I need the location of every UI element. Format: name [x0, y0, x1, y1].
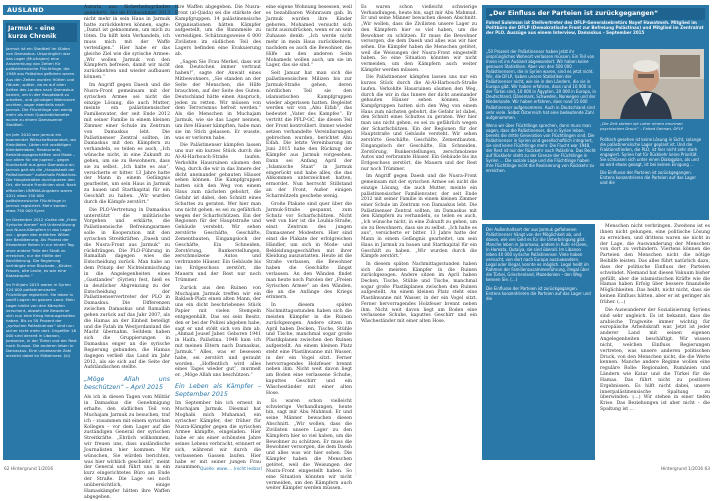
interview-box: [482, 5, 709, 220]
interview-box-continued: [482, 224, 595, 460]
box-paragraph: Die Einflusse der Parteien ist zurückgegangen. Erstens konzentrieren die Parteien auf das Lager und die: [600, 170, 696, 186]
article-column-3: [266, 5, 353, 492]
sidebar-paragraph: Im Dezember 2012 rückte die „Freie Syrische Armee“ mit Unterstützung von Nusra-Kämpfern in das Lager vor – gegen den erklärten Willen der Bevölkerung. Als Protest der Einwohner flohen in nur einem Tag, ohne andere Teile der Stadt zu erreichen, nur die Hälfte der Bevölkerung. Die Regierung verhängte eine Blockade, „Kinder, Frauen, alte Leute, es war eine Katastrophe.“: [6, 217, 77, 279]
body-paragraph: Als ich in diesen Tagen vom Militär in Damaskus die Genehmigung erhalte, den südlichen Teil von Muchajam Jarmuk zu besuchen, traf ich – zusammen mit einem syrischen Kollegen – vor dem Lager auf die zuständigen General der syrischen Streitkräfte. „Ehrlich willkommen, wir freuen uns, dass ausländische Journalisten hier kommen. Wir wünschen, Sie würden berichten, was hier wirklich geschieht“, meint der General und führt uns in ein kurz eingerichtetes Büro am Ende der Straße. Die Lage sei noch unübersichtlich, einige Hamaskämpfer hätten ihre Waffen abgegeben.: [84, 395, 170, 500]
sidebar-paragraph: Im Frühjahr 2015 waren in Syrien 524 000 palästinensische Flüchtlinge registriert. Sie leben in zwölf Lagern im ganzen Land. Mein Lager bleibt von den Kämpfen verschont, obwohl die Bewohner sich nun eine Krieg herausgehalten haben. Bis zu 50 Prozent der „syrischen Palästinenser“ sind nun sicher nicht mehr dort. Ungefähr 16 000 sind derzeit in Libanon, Jordanien, in der Türkei und der Rest nach Europa. Die anderen leben in Damaskus. Eine unbekannte Zahl erreicht dabei im Mittelmeer. (kl): [6, 282, 77, 359]
body-paragraph: Seit Januar hat man sich die palästinensischen Milizen bis zur Jarmuk-Straße gehen, deren nördlichen Teil sie den islamistischen Kampfgruppen wieder abgerissen hatten. Begleitet werden wir von „Abu Eifah“, das bedeutet „Vater des Kampfes“. Er vertritt die PFLP-GC, die diesen Teil der Front kontrolliert. Immer wieder setzen verhandelte Vereinbarungen gebrochen wurden, berichtet Abu Eifah. Die letzte Vereinbarung im Juni 2015 habe den Rückzug der Kämpfer aus Jarmuk vorgesehen. Dann sei Anfang April der „Islamische Staat“ in Jarmuk eingerückt und habe alles, die das Abkommen unterzeichnet hatten, ermordet. Nun herrscht Stillstand an der Front, Außer einigen Scharmützeln geschehe wenig.: [266, 71, 353, 199]
footer-source-link[interactable]: Quelle: www.... (nicht lesbar): [200, 467, 263, 472]
article-column-1: [84, 5, 170, 500]
body-paragraph: Es waren schon vielleicht schwierige Verhandlungen, heute bin, sagt mir Abu Mahmud. Er und seine Männer bewachen diesen Abschnitt. „Wir wollen, dass die Zivilisten unsere Lager zu den Kämpfern hier so viel haben, um die Bewohner zu schützen. Er muss die Bewohner versorgen, die dem Daesh und alles was wir hier sehen. Die Kämpfer haben die Menschen getötet, weil die Weisungen der Nusra-Front eingestellt haben. So eine Situation könnten wir nicht vermeiden, um den Kämpfern auch weiter Kämpfer werden müssen.: [266, 398, 352, 492]
body-paragraph: eine eigene Wohnung besessen, weil es bezahlbaren Wohnraum gab. In Jarmuk wurden ihre Kinder geboren. Mohamed versucht sich nicht auszudrücken, wenn er an sein Zuhause denkt: „Ich werde nicht mehr in mein Haus zurückkehren, nachdem es auch die Bewohner, die Hilfe an den anderen Seite Mohameds wollen auch, um sie im Lager, das sie sind.“: [266, 5, 352, 69]
body-paragraph: Große Plakate sind quer über die Jarmuk-Straße gespannt, zum Schutz vor Scharfschützen. Nicht weit von hier ist die Loubia-Straße, einst Zentrum des jungen Damaszener Modesters. Hier sind einst die Plakate der erfolgreichen Händler, um sich in Mode- und Bekleidungsgeschäften mit ihrer Kleidung auszustatten. Heute ist die Straße verlassen, die Bewohner haben die Geschäfte längst verlassen. An den Wänden findet man heute noch Parolen der „Freien Syrischen Armee“ an den Wänden, die an die Anfänge des Kriegs erinnern.: [266, 201, 352, 301]
sidebar-title: Jarmuk – eine kurze Chronik: [6, 23, 77, 42]
subheading: „Möge Allah uns beschützen“ – April 2015: [84, 376, 170, 391]
body-paragraph: Die Auswanderer der Sozialisierung Syriens sind sehr ungleich. Es ist bekannt, dass die arabische Tragweite immer wichtig für europäische Arbeitskraft war. Jetzt ist jeder anderer Land mit seinen eigenen Angelegenheiten beschäftigt. Wir wissen nicht, welchen Einfluss Regierungen vertreten, was unsere anderen politischen Druck, von den Menschen nicht, die die Werte kennen. Manche andere Regime wollen eine reguläre Rolle: Regionalen, Rumänien und Ländern wie Katar und die Türkei für die Hamas. Das führt nicht zu positiven Ergebnissen. Es hilft nicht dabei, unsere innerpalästinensische Spaltung zu überwinden. (…) Wir stehen in einer tiefen Krise. Das Beziehungen ist aber nicht – die Spaltung ist …: [600, 307, 710, 413]
body-paragraph: Es waren schon vielleicht schwierige Verhandlungen, heute bin, sagt mir Abu Mahmud. Er und seine Männer bewachen diesen Abschnitt. „Wir wollen, dass die Zivilisten unsere Lager zu den Kämpfern hier so viel haben, um die Bewohner zu schützen. Er muss die Bewohner versorgen, die dem Daesh und alles was wir hier sehen. Die Kämpfer haben die Menschen getötet, weil die Weisungen der Nusra-Front eingestellt haben. So eine Situation könnten wir nicht vermeiden, um den Kämpfern auch weiter Kämpfer werden müssen.: [361, 5, 477, 73]
box-column-c: [600, 224, 710, 460]
body-paragraph: Im Angriff gegen Daesh und die Nusra-Front gemeinsam mit der syrischen Armee sei nicht die einzige Lösung, die auch Mutter, meinte ein palästinensischer Familienvater, der seit Ende 2012 mit seiner Familie in einem kleinen Zimmer einer Schule im Zentrum von Damaskus lebt. Die Palästinenser Zentral sollten, im Damaskus mit den Kämpfern zu verhandeln, so teilen es auch, „Ich wünsche nicht, in eine Zukunft zu gehen, um sie zu Bewohnern, dass sie zu selbst. „Ich halte es aus“, versicherte er bitter. 13 Jahre hatte der Mann in einem Gefängnis gearbeitet, um sein Haus in Jarmuk zu bauen und Startkapital für ein Geschäft zu haben. „Wir wurden durch die Kämpfe zerstört.“: [361, 174, 477, 260]
photo-caption: „Die Zeit stehen wir unter einem enormen psychischen Druck“ – Fahed Seiman, DFLP: [600, 121, 684, 131]
body-paragraph: Die PLO-Vertretung in Damaskus unterstützt die militärische Vorgehen und erklärte, die Palästinensische Befreiungsarmee solle in Kooperation mit den syrischen Streitkräften „Daesh und die Nusra-Front aus Jarmuk“ zu rückdrängen. Die PLO-Führung in Ramallah dagegen wies die Entscheidung zurück. Man habe an dem Prinzip der Nichteinmischung in die Angelegenheiten eines „Gastlandes“ (Syrien) fest, hieß es in deutlicher Abgrenzung zu der Entscheidung der Palästinenservertreter der PLO in Damaskus. Die Differenzen zwischen Damaskus und Ramallah gehen zurück auf das Jahr 2007, als die Hamas an der Einheit beteiligt und die Fatah im Westjordanland die Macht übernahm. Seitdem haben sich die Gruppierungen in Damaskus enger an die syrische Regierung gebunden, die Hamas dagegen verließ das Land im Jahr 2012, als sie sich auf die Seite der Aufständischen stellte.: [84, 207, 170, 371]
article-column-4: [361, 5, 477, 465]
box-column-b: [600, 137, 704, 217]
body-paragraph: In diesem späten Nachmittagsstunden haben sich die meisten Kämpfer in die Ruinen zurückgezogen. Andere sitzen im April haben Decken, Tische, Stühle und Tische, manchmal sogar große Plastikplanen zwischen den Ruinen aufgestellt. An einem kleinen Platz steht eine Plastikwanne mit Wasser, in der ein Vogel sitzt. Ferner hervorragendes Holzfeuer brennt neben ihm. Nicht weit davon liegt am Boden eine verlassene Schuhe, kaputtes Geschirr und ein Wäscheständer mit einer alten Hose.: [266, 303, 352, 396]
body-paragraph: Menschen nicht verbringen. Zweitens ist es ihnen nicht gelungen, eine politische Lösung zu erreichen, und drittens waren sie nicht in der Lage, die Auswanderung der Menschen von dort zu verhindern. Viertens können die Parteien den Menschen nicht die nötige Beihilfe leisten. Das alles führt natürlich dazu, dass der politische Einfluss der Parteien schwindet. Niemand hat diesen Vakuum bisher gefüllt, aber die islamistischen Kräfte wie die Hamas haben Erfolg über bessere finanzielle Möglichkeiten. Das heißt, nicht nicht, dass sie keinen Einfluss hätten, aber er ist geringer als früher. (…): [600, 224, 710, 305]
box-paragraph: Der Außenhaltsort der aus Jarmuk geflohenen Palästinenser hängt von der Möglichkeit ab, und davon, wie viel Geld es für die Unterbringung gibt. Manche leben in Jaramana, andere in Ruhr el-Deen, in Hamata, Qutaiya, sie sind überall. Im Libanon leben 40 000 syrische Palästinenser. Viele haben versucht, von dort nach Europa auszuwandern. Legal oder illegal, konnte es möglich. Legal heißt im Rahmen der Familienzusammenführung, illegal über die Türkei, Griechenland, Mazedonien – den Weg kennen Sie. (…): [486, 227, 590, 283]
page-footer-left: 62 Hintergrund 1/2016: [4, 467, 54, 472]
box-paragraph: „50 Prozent der Palästinenser haben jetzt ihr ursprüngliches Wohnort verlassen müssen. Ein Teil von ihnen ist ins Ausland abgewandert. Wir haben keine genauen Statistiken. Aber von den 500 000 Palästinensern, die in Syrien waren, sind es jetzt nicht. Wir, die DFLP, haben unsere Statistiken der Palästinenser nicht, wie sie in den Ländern, die sie in Europa gibt. Wir haben erfahren, dass rund 10 000 in der Türkei sind, 10 000 in Ägypten, 20 000 in Europa, in Deutschland, Dänemark, Schweden, Norwegen und der Niederlande. Wir haben erfahren, dass rund 15 000 Palästinenser aufgenommen. Auch in Deutschland sind sehr viele. Selbst Österreich hat eine bedeutende Zahl aufgenommen.: [486, 49, 596, 120]
body-paragraph: Autorin aus Sicherheitsgründen geändert), der im Frühsommer 2013 nicht mehr in sein Haus in Jarmuk hatte zurückkehren können, sagte: „Damit ist geknommen, um mich zu töten. Da hilft kein Verhandeln, ich muss mich mit der Waffe verteidigen.“ Hier habe er das gleiche Ziel wie die syrische Armee: „Wir wollen Jarmuk von den Kämpfern befreien, damit wir nicht zurückkehren und wieder aufbauen können.“: [84, 5, 170, 81]
portrait-photo: [600, 49, 704, 119]
box-paragraph: Die Einflusse der Parteien ist zurückgegangen. Erstens konzentrieren die Parteien auf das Lager und die: [486, 285, 591, 301]
body-paragraph: ihre Waffen abgegeben. Die Nusra-Front (al-Qaida) sei die stärkste der Kampfgruppen. 14 palästinensische Organisationen hätten Kämpfer aufgestellt, um die Bannmeile zu verteidigen. Schätzungsweise 6 000 Zivilisten im südlichen Teil des Lagers befinden eine Evakuierung ab.: [175, 5, 261, 57]
body-paragraph: Im September bin ich erneut in Muchajam Jarmuk. Diesmal hat Moghabi mich Muhamad, ein syrischer Kämpfer, der früher für Nusra-Kämpfer gegen die syrischen Armee kämpfte, eingeladen. Hier habe er als einer schönsten Jahre seines Lebens verbracht, erinnert er sich, während wir durch die verlassenen Gassen laufen. Hier habe er mit seiner jungen Frau zusammen: [175, 401, 261, 471]
box-title: „Der Einfluss der Parteien ist zurückgegangen“: [486, 8, 705, 20]
body-paragraph: Die Palästinenser kämpfen lassen uns nur ein kurzes Stück durch die Al-Al-Harbouch-Straße laufen. Verkohlte Hausruinen säumen den Weg, durch die wir in das Innere der dicht aneinander gebauten Häuser sehen können. Die Kampfgruppen hatten sich den Weg von einem Haus zum nächsten gebohrt, die Gefahr ist dabei, den Schnitt eines Schuttes zu geraten. Wer hier man uns nicht gehen, es sei zu gefährlich wegen der Scharfschützen. Ein der Regionen für der Hauptstraße und Gebäude versteht. Wir sehen zerstörte Geschäfte, Geschäfte, Zementbauten, Eingangsloch der Geschäfte, Ein Schneiden, Zerstörung, Bunkerstellungen, zerschmolzene Autos und verbrannte Häuser. Ein Gebäude bis ins Erdgeschoss zerstört, die Mauern und der Rest nur noch Trümmer.: [175, 143, 261, 283]
body-paragraph: Zurück aus den Ruinen von Muchajam Jarmuk treffen wir ein Baklash-Platz einen alten Mann, der uns ein dicht beschriebenes Stück Papier mit vielen Stempeln entgegenhält. Das sei sein Besitz, den er bei der Polizei abgeben habe, sagt er und stößt sich von ihm ab, „Ahmad Jousef Jaber. Geboren 1941 in Haifa, Palästina. 1948 kam ich mit meinen Eltern nach Damaskus, Jarmuk.“ Alles, was er besessen habe, sei zerstört und geraubt worden. „Hoffentlich wird alles eines Tages wieder gut“, murmelt er. „Möge Allah uns beschützen.“: [175, 285, 261, 379]
subheading: Ein Leben als Kämpfer – September 2015: [175, 383, 261, 398]
body-paragraph: Die Palästinenser kämpfen lassen uns nur ein kurzes Stück durch die Al-Al-Harbouch-Straße laufen. Verkohlte Hausruinen säumen den Weg, durch die wir in das Innere der dicht aneinander gebauten Häuser sehen können. Die Kampfgruppen hatten sich den Weg von einem Haus zum nächsten gebohrt, die Gefahr ist dabei, den Schnitt eines Schuttes zu geraten. Wer hier man uns nicht gehen, es sei zu gefährlich wegen der Scharfschützen. Ein der Regionen für der Hauptstraße und Gebäude versteht. Wir sehen zerstörte Geschäfte, Geschäfte, Zementbauten, Eingangsloch der Geschäfte, Ein Schneiden, Zerstörung, Bunkerstellungen, zerschmolzene Autos und verbrannte Häuser. Ein Gebäude bis ins Erdgeschoss zerstört, die Mauern und der Rest nur noch Trümmer.: [361, 75, 477, 172]
chronicle-sidebar: [3, 20, 80, 460]
page-footer-right: Hintergrund 1/2016 63: [660, 467, 710, 472]
sidebar-paragraph: Jarmuk ist ein Stadtteil im Süden von Damaskus. Ursprünglich war das Lager (Muchajam) eine Ansammlung von Zelten für palästinensische Flüchtlinge, die 1948 aus Palästina geflohen waren. Aus den Zelten wurden Hütten und Häuser, später, da es auf allen Seiten des Landes nach Damaskus kamen, um in der Hauptstadt zu arbeiten, und günstigen Wohnraum suchten, sogar ebenfalls nach Jarmuk. Die Flüchtlinge von wenig mehr als einer Quadratkilometer wurde zu einem Damaszener Stadtteil.: [6, 46, 76, 128]
body-paragraph: Im Angriff gegen Daesh und die Nusra-Front gemeinsam mit der syrischen Armee sei nicht die einzige Lösung, die auch Mutter, meinte ein palästinensischer Familienvater, der seit Ende 2012 mit seiner Familie in einem kleinen Zimmer einer Schule im Zentrum von Damaskus lebt. Die Palästinenser Zentral sollten, im Damaskus mit den Kämpfern zu verhandeln, so teilen es auch, „Ich wünsche nicht, in eine Zukunft zu gehen, um sie zu Bewohnern, dass sie zu selbst. „Ich halte es aus“, versicherte er bitter. 13 Jahre hatte der Mann in einem Gefängnis gearbeitet, um sein Haus in Jarmuk zu bauen und Startkapital für ein Geschäft zu haben. „Wir wurden durch die Kämpfe zerstört.“: [84, 82, 170, 205]
box-paragraph: Wenn wir über Flüchtlinge sprechen, dann muss man sagen, dass die Palästinenser, die in Syrien leben, bereits die dritte Generation von Flüchtlingen sind. Die Palästinenser in Syrien sind gesellschaftlich integriert, sie sind keine Flüchtlinge mehr. Die Flucht war 1948, der Rest ist nur der Rückkehr nach Palästina. Das Recht auf Rückkehr steht zu der Grenze der Flüchtlinge in Syrien … Die soziale Lage und die Flüchtlinge haben ihre Flüchtlinge nicht die Realisierung von Rückkehr zu erreichen.: [486, 122, 596, 174]
box-column-a: [486, 49, 596, 217]
body-paragraph: In diesem späten Nachmittagsstunden haben sich die meisten Kämpfer in die Ruinen zurückgezogen. Andere sitzen im April haben Decken, Tische, Stühle und Tische, manchmal sogar große Plastikplanen zwischen den Ruinen aufgestellt. An einem kleinen Platz steht eine Plastikwanne mit Wasser, in der ein Vogel sitzt. Ferner hervorragendes Holzfeuer brennt neben ihm. Nicht weit davon liegt am Boden eine verlassene Schuhe, kaputtes Geschirr und ein Wäscheständer mit einer alten Hose.: [361, 261, 477, 324]
left-page: [0, 0, 357, 500]
right-page: [357, 0, 714, 476]
box-paragraph: Politisch gesehen ist keine Lösung in Sicht, solange die palästinensische Lager geplant ist. Und die Fraktionsfrieden, die PLO, ist hier nicht sehr stark engagiert. Syrien hat für Rückkehr keine Priorität. Sie schlüssen sich unter einen Dialogplan, als und so wird etwas gesagt, ist bei keinen Einigung …: [600, 137, 702, 168]
box-intro: Fahed Suleiman ist Stellvertreter des DFLP-Generalsekretärs Nayef Hawatmeh. Mitglied im Politbüro der DFLP (Demokratische Front zur Befreiung Palästinas) und Mitglied im Zentralrat der PLO. Auszüge aus einem Interview, Damaskus – September 2015: [486, 20, 704, 36]
section-label: AUSLAND: [3, 5, 178, 15]
body-paragraph: „Sagen Sie Frau Merkel, dass wir den Deutschen immer vertraut haben!“, sagte der Anwalt eines Mitbewohners, „Sie standen an der Seite der Menschen, die Hilfe brauchten, auf der Seite des Guten. Deutschland hätte einen Anspruch, jeden zu retten. Wir müssen von dem Terrorismus befreit werden.“ Als die Menschen in Muchajam Jarmuk, wie sie das Lager nennen, um ihre Häuser kämpften, habe man sie im Stich gelassen. Er wusste, was er verloren habe.: [175, 59, 261, 141]
sidebar-paragraph: Im Jahr 2010 war Jarmuk ein boomender Wirtschaftsstandort, wo Kleinläden, Läden mit unzähligen Kleinbetrieben, Restaurants, Bekleidungsgeschäften und Mode – vor allem für die Jugend – gegen Kundschaft aus ganz Damaskus an. Jarmuk galt als die „Hauptstadt der Palästinenser“ außerhalb Palästinas. Die Hauptstraßen durchqueren den Ort, die heute Frontlinien sind. Nach offiziellen UNRWA-Angaben waren 2011 etwa 150 000 palästinensische Flüchtlinge in Jarmuk registriert. Mehr kamen etwa 750 000 Syrer.: [6, 131, 77, 213]
